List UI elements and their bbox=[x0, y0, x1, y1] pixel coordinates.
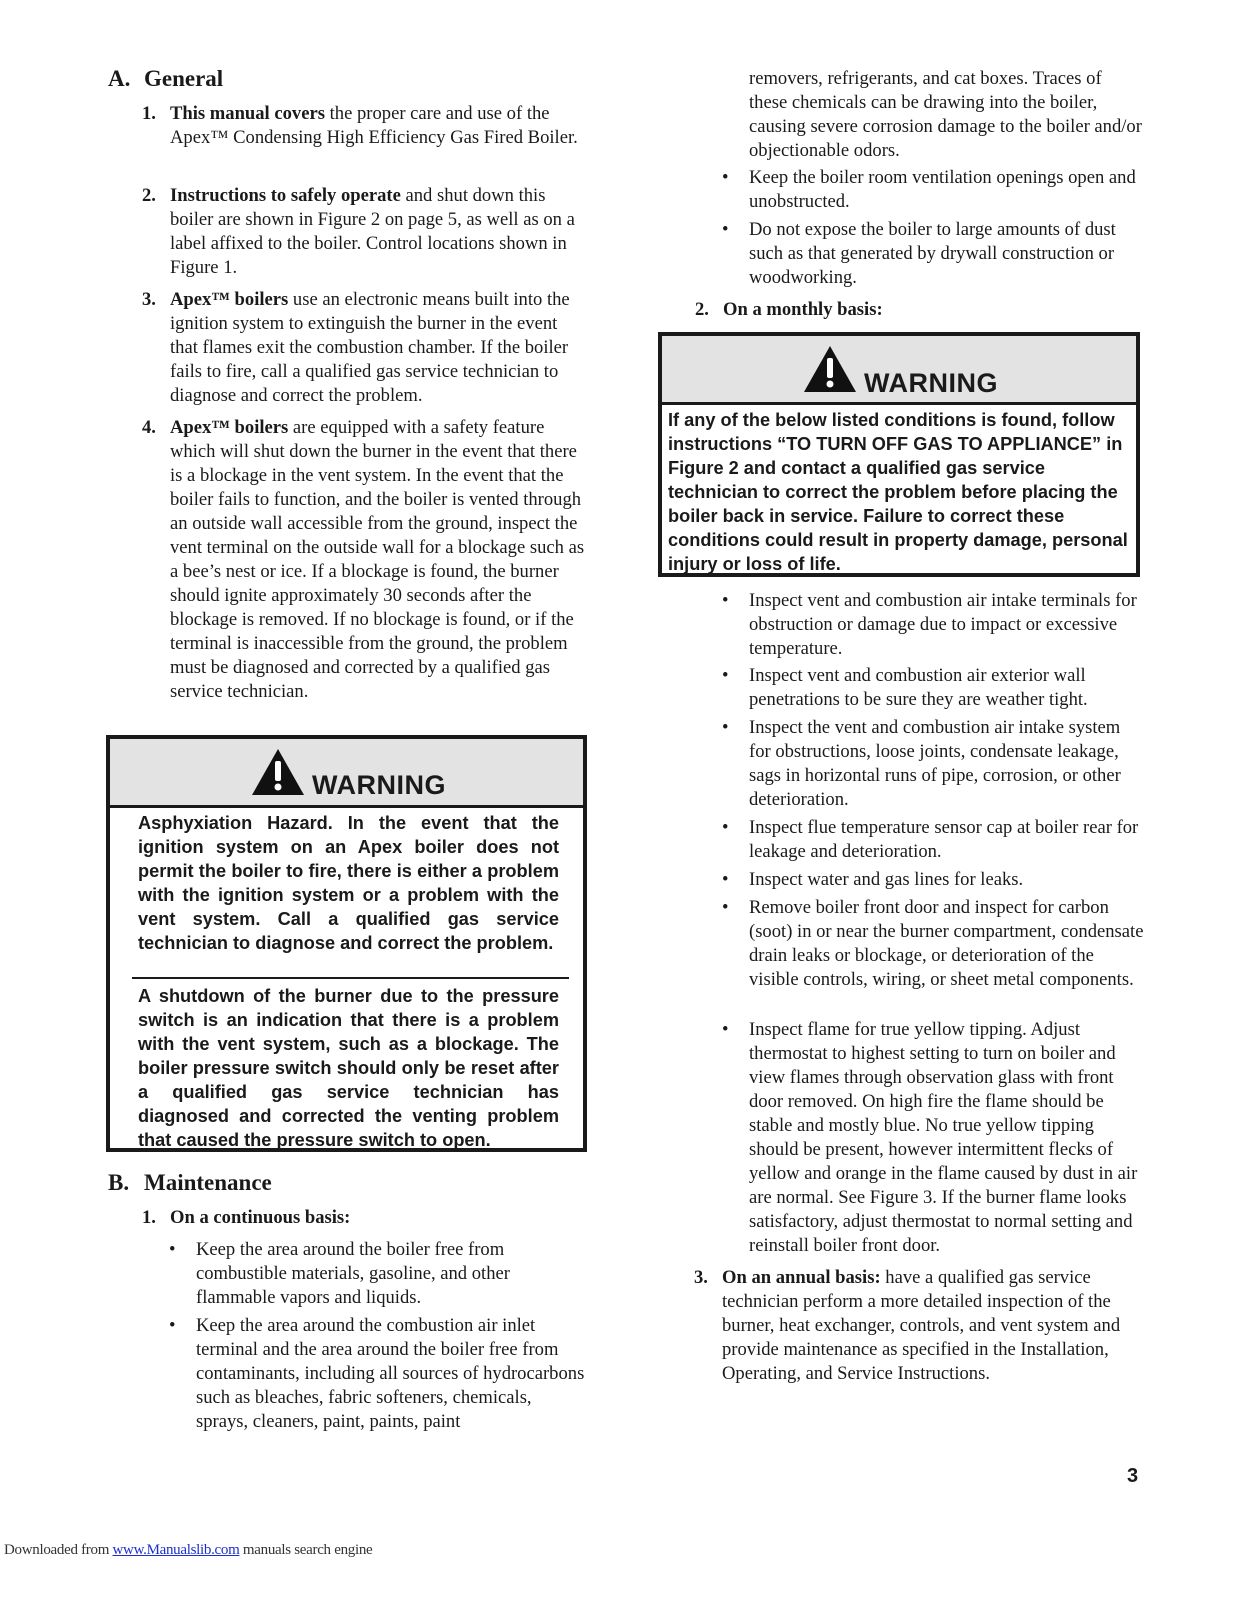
monthly-bullet-2: • Inspect vent and combustion air exterior wall penetrations to be sure they are weather tight. bbox=[722, 665, 1088, 710]
warning-divider bbox=[132, 977, 569, 979]
continuous-bullet-2-continued: removers, refrigerants, and cat boxes. Traces of these chemicals can be drawing into the boiler, causing severe corrosion damage to the boiler and/or objectionable odors. bbox=[749, 68, 1142, 161]
section-b-label: B. bbox=[108, 1170, 130, 1195]
monthly-bullet-5: • Inspect water and gas lines for leaks. bbox=[722, 869, 1024, 890]
continuous-bullet-4: • Do not expose the boiler to large amounts of dust such as that generated by drywall construction or woodworking. bbox=[722, 219, 1116, 288]
warning-triangle-icon bbox=[250, 747, 306, 797]
section-b-heading bbox=[108, 1170, 272, 1196]
monthly-bullet-3: • Inspect the vent and combustion air intake system for obstructions, loose joints, condensate leakage, sags in horizontal runs of pipe, corrosion, or other deterioration. bbox=[722, 717, 1121, 810]
warning-paragraph-1: Asphyxiation Hazard. In the event that the ignition system on an Apex boiler does not permit the boiler to fire, there is either a problem with the ignition system or a problem with the vent system. Call a qualified gas service technician to diagnose and correct the problem. bbox=[138, 813, 559, 953]
warning-header bbox=[110, 739, 583, 808]
general-item-2: 2. Instructions to safely operate and shut down this boiler are shown in Figure 2 on page 5, as well as on a label affixed to the boiler. Control locations shown in Figure 1. bbox=[142, 185, 575, 278]
maintenance-item-1-title: 1. On a continuous basis: bbox=[142, 1207, 351, 1228]
warning-triangle-icon bbox=[802, 344, 858, 394]
general-item-3: 3. Apex™ boilers use an electronic means built into the ignition system to extinguish the burner in the event that flames exit the combustion chamber. If the boiler fails to fire, call a qualified gas service technician to diagnose and correct the problem. bbox=[142, 289, 570, 406]
continuous-bullet-3: • Keep the boiler room ventilation openings open and unobstructed. bbox=[722, 167, 1136, 212]
monthly-bullet-6: • Remove boiler front door and inspect for carbon (soot) in or near the burner compartment, condensate drain leaks or blockage, or deterioration of the visible controls, wiring, or sheet metal components. bbox=[722, 897, 1144, 990]
monthly-bullet-7: • Inspect flame for true yellow tipping. Adjust thermostat to highest setting to turn on boiler and view flames through observation glass with front door removed. On high fire the flame should be stable and mostly blue. No true yellow tipping should be present, however intermittent flecks of yellow and orange in the flame caused by dust in air are normal. See Figure 3. If the burner flame looks satisfactory, adjust thermostat to normal setting and reinstall boiler front door. bbox=[722, 1019, 1138, 1256]
warning-title: WARNING bbox=[312, 770, 446, 800]
page-number: 3 bbox=[1127, 1465, 1139, 1487]
continuous-bullet-1: • Keep the area around the boiler free from combustible materials, gasoline, and other flammable vapors and liquids. bbox=[169, 1239, 510, 1308]
manualslib-link[interactable]: www.Manualslib.com bbox=[112, 1542, 240, 1558]
warning-title: WARNING bbox=[864, 368, 998, 398]
download-footer: Downloaded from www.Manualslib.com manuals search engine bbox=[4, 1542, 373, 1558]
section-a-title: General bbox=[144, 66, 224, 91]
monthly-warning-text: If any of the below listed conditions is found, follow instructions “TO TURN OFF GAS TO APPLIANCE” in Figure 2 and contact a qualified gas service technician to correct the problem before placing the boiler back in service. Failure to correct these conditions could result in property damage, personal injury or loss of life. bbox=[668, 410, 1128, 574]
monthly-bullet-1: • Inspect vent and combustion air intake terminals for obstruction or damage due to impact or excessive temperature. bbox=[722, 590, 1137, 659]
warning-header bbox=[662, 336, 1136, 405]
maintenance-item-2-title: 2. On a monthly basis: bbox=[695, 299, 883, 320]
asphyxiation-warning-box bbox=[106, 735, 587, 1152]
general-item-4: 4. Apex™ boilers are equipped with a safety feature which will shut down the burner in the event that there is a blockage in the vent system. In the event that the boiler fails to function, and the boiler is vented through an outside wall accessible from the ground, inspect the vent terminal on the outside wall for a blockage such as a bee’s nest or ice. If a blockage is found, the burner should ignite approximately 30 seconds after the blockage is removed. If no blockage is found, or if the terminal is inaccessible from the ground, the problem must be diagnosed and corrected by a qualified gas service technician. bbox=[142, 417, 585, 702]
continuous-bullet-2: • Keep the area around the combustion air inlet terminal and the area around the boiler free from contaminants, including all sources of hydrocarbons such as bleaches, fabric softeners, chemicals, sprays, cleaners, paint, paints, paint bbox=[169, 1315, 585, 1432]
section-a-label: A. bbox=[108, 66, 131, 91]
maintenance-item-3: 3. On an annual basis: have a qualified gas service technician perform a more detailed inspection of the burner, heat exchanger, controls, and vent system and provide maintenance as specified in the Installation, Operating, and Service Instructions. bbox=[694, 1267, 1121, 1384]
section-b-title: Maintenance bbox=[144, 1170, 272, 1195]
monthly-warning-box bbox=[658, 332, 1140, 577]
warning-paragraph-2: A shutdown of the burner due to the pressure switch is an indication that there is a problem with the vent system, such as a blockage. The boiler pressure switch should only be reset after a qualified gas service technician has diagnosed and corrected the venting problem that caused the pressure switch to open. bbox=[138, 986, 559, 1150]
general-item-1: 1. This manual covers the proper care and use of the Apex™ Condensing High Efficiency Gas Fired Boiler. bbox=[142, 103, 578, 148]
monthly-bullet-4: • Inspect flue temperature sensor cap at boiler rear for leakage and deterioration. bbox=[722, 817, 1139, 862]
section-a-heading bbox=[108, 66, 223, 92]
